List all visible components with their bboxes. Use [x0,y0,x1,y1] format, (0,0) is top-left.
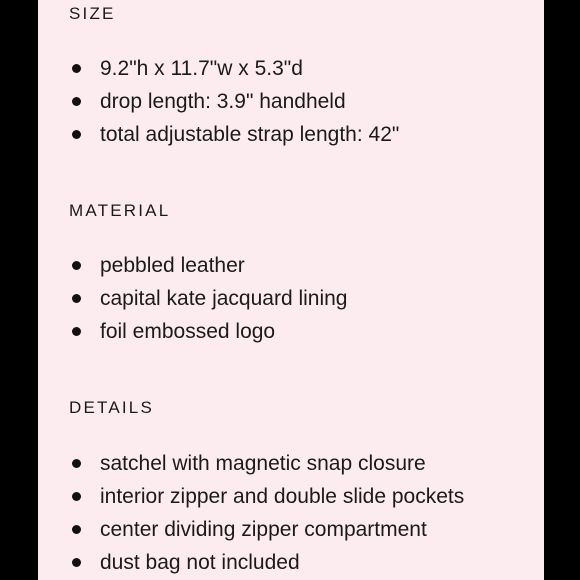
list-item [69,513,464,546]
size-list [69,52,399,151]
list-item-text: foil embossed logo [100,320,276,343]
list-item [69,447,464,480]
bullet-icon [72,294,81,303]
bullet-icon [72,64,81,73]
list-item [69,315,348,348]
list-item-text: pebbled leather [100,254,245,277]
list-item-text: dust bag not included [100,551,300,574]
bullet-icon [72,327,81,336]
list-item-text: center dividing zipper compartment [100,518,427,541]
list-item [69,85,399,118]
list-item [69,118,399,151]
list-item-text: total adjustable strap length: 42" [100,123,400,146]
list-item [69,52,399,85]
bullet-icon [72,525,81,534]
material-heading: MATERIAL [69,201,171,220]
bullet-icon [72,130,81,139]
list-item [69,480,464,513]
list-item-text: interior zipper and double slide pockets [100,485,465,508]
bullet-icon [72,97,81,106]
details-heading: DETAILS [69,398,154,417]
bullet-icon [72,558,81,567]
list-item [69,249,348,282]
list-item-text: drop length: 3.9" handheld [100,90,346,113]
product-details-panel [38,0,544,580]
details-list [69,447,464,579]
material-list [69,249,348,348]
list-item [69,282,348,315]
bullet-icon [72,459,81,468]
list-item-text: 9.2"h x 11.7"w x 5.3"d [100,57,303,80]
list-item [69,546,464,579]
bullet-icon [72,261,81,270]
list-item-text: capital kate jacquard lining [100,287,348,310]
size-heading: SIZE [69,4,116,23]
list-item-text: satchel with magnetic snap closure [100,452,426,475]
bullet-icon [72,492,81,501]
